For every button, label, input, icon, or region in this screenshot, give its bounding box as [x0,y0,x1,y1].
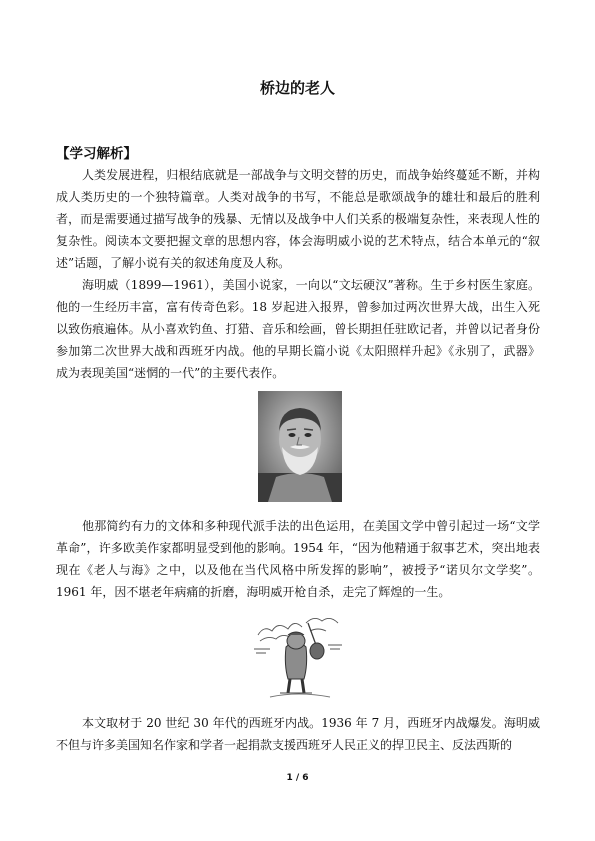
hemingway-portrait-image [258,391,342,502]
page-number: 1 / 6 [286,773,309,783]
paragraph-background: 本文取材于 20 世纪 30 年代的西班牙内战。1936 年 7 月，西班牙内战爆发。海明威不但与许多美国知名作家和学者一起捐款支援西班牙人民正义的捍卫民主、反法西斯的 [56,716,540,752]
paragraph-author-style: 他那简约有力的文体和多种现代派手法的出色运用，在美国文学中曾引起过一场“文学革命”，许多欧美作家都明显受到他的影响。1954 年，“因为他精通于叙事艺术，突出地表现在《老人与海》之中，以及他在当代风格中所发挥的影响”，被授予“诺贝尔文学奖”。1961 年，因不堪老年病痛的折磨，海明威开枪自杀，走完了辉煌的一生。 [56,519,540,599]
old-man-sketch-illustration [250,605,346,701]
paragraph-author-bio: 海明威（1899—1961），美国小说家，一向以“文坛硬汉”著称。生于乡村医生家庭。他的一生经历丰富，富有传奇色彩。18 岁起进入报界，曾参加过两次世界大战，出生入死以致伤痕遍体。从小喜欢钓鱼、打猎、音乐和绘画，曾长期担任驻欧记者，并曾以记者身份参加第二次世界大战和西班牙内战。他的早期长篇小说《太阳照样升起》《永别了，武器》成为表现美国“迷惘的一代”的主要代表作。 [56,278,540,380]
paragraph-intro: 人类发展进程，归根结底就是一部战争与文明交替的历史，而战争始终蔓延不断，并构成人类历史的一个独特篇章。人类对战争的书写，不能总是歌颂战争的雄壮和最后的胜利者，而是需要通过描写战争的残暴、无情以及战争中人们关系的极端复杂性，来表现人性的复杂性。阅读本文要把握文章的思想内容，体会海明威小说的艺术特点，结合本单元的“叙述”话题，了解小说有关的叙述角度及人称。 [56,168,540,270]
section-heading: 【学习解析】 [56,146,137,162]
document-title: 桥边的老人 [259,79,335,97]
